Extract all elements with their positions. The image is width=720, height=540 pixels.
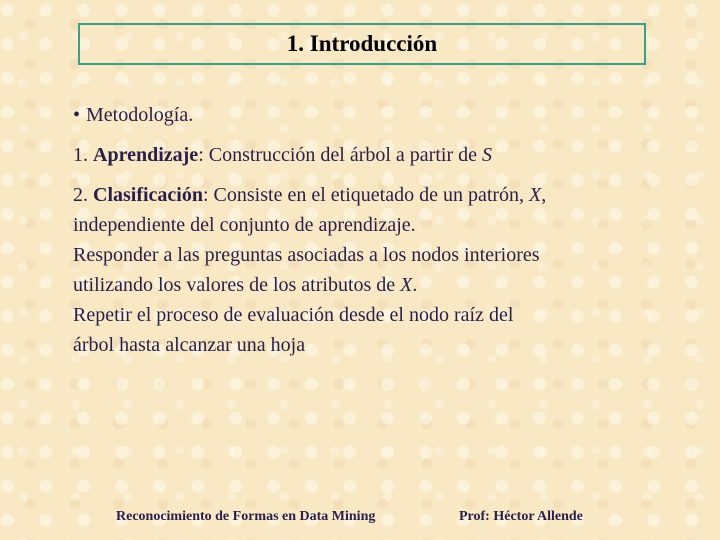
step-number: 1. [73,144,88,166]
paragraph-line: Responder a las preguntas asociadas a los nodos interiores [73,244,540,266]
punctuation: . [412,274,418,296]
step-description-cont: independiente del conjunto de aprendizaje. [73,214,416,236]
paragraph-respond [73,240,673,300]
bullet-icon: • [73,104,81,126]
slide-content [73,100,673,360]
footer-author: Prof: Héctor Allende [459,509,583,524]
step-classification [73,180,673,240]
step-learning [73,140,673,170]
footer-course: Reconocimiento de Formas en Data Mining [116,509,376,524]
step-term: Aprendizaje [93,144,199,166]
bullet-label: Metodología [86,104,189,126]
punctuation: , [541,184,547,206]
paragraph-line: utilizando los valores de los atributos de [73,274,401,296]
paragraph-line: Repetir el proceso de evaluación desde el nodo raíz del [73,304,514,326]
step-description: : Construcción del árbol a partir de [198,144,482,166]
bullet-punct: . [188,104,194,126]
slide-title: 1. Introducción [286,31,438,56]
variable-x: X [529,184,542,206]
step-number: 2. [73,184,88,206]
variable-s: S [482,144,492,166]
step-description: : Consiste en el etiquetado de un patrón, [203,184,530,206]
bullet-methodology [73,100,673,130]
paragraph-repeat [73,300,673,360]
step-term: Clasificación [93,184,203,206]
paragraph-line: árbol hasta alcanzar una hoja [73,334,306,356]
slide-title-box [78,23,646,65]
variable-x: X [400,274,413,296]
